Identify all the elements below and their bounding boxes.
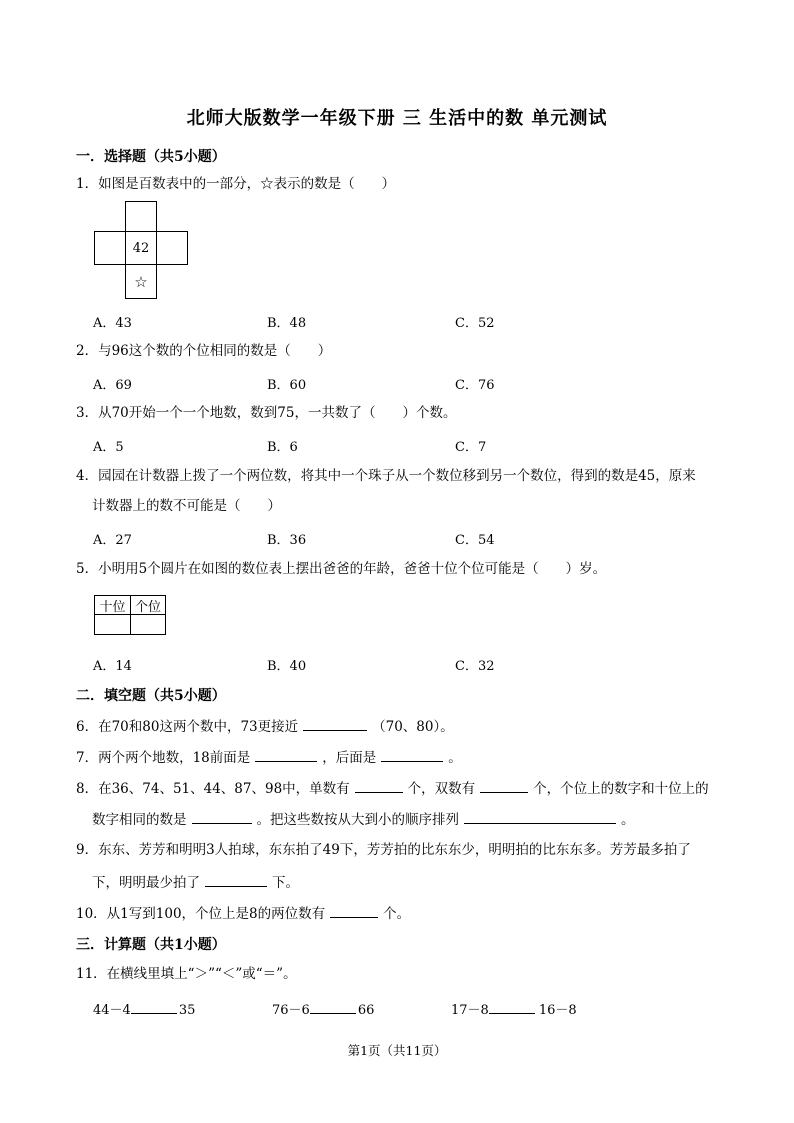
- q7-text-3: 。: [448, 750, 462, 766]
- q3-option-a: A．5: [93, 440, 124, 455]
- q8-text-3: 个，个位上的数字和十位上的: [533, 781, 709, 797]
- question-8-line1: [76, 778, 709, 798]
- question-4-text-line2: 计数器上的数不可能是（ ）: [92, 498, 281, 514]
- q2-option-b: B．60: [267, 378, 307, 393]
- q7-text-2: ，后面是: [322, 750, 377, 766]
- question-9-line2: [92, 872, 299, 892]
- question-6: [76, 716, 454, 736]
- q11-item-3: [451, 999, 577, 1018]
- q9-text-2: 下。: [272, 875, 299, 891]
- q6-text-1: 6．在70和80这两个数中，73更接近: [76, 719, 299, 735]
- q11-item-2-left: 76－6: [272, 1003, 310, 1018]
- q8-text-6: 。: [621, 812, 635, 828]
- question-4-text-line1: 4．园园在计数器上拨了一个两位数，将其中一个珠子从一个数位移到另一个数位，得到的数是45，原来: [76, 468, 696, 484]
- q8-text-2: 个，双数有: [407, 781, 476, 797]
- chart-cell-right: [156, 231, 188, 265]
- section-heading-fill: 二．填空题（共5小题）: [76, 688, 226, 704]
- q11-item-3-right: 16－8: [538, 1003, 577, 1018]
- q11-item-1-right: 35: [178, 1003, 196, 1018]
- section-heading-calc: 三．计算题（共1小题）: [76, 937, 226, 953]
- q1-option-c: C．52: [455, 316, 495, 331]
- chart-cell-left: [94, 231, 126, 265]
- q8-text-1: 8．在36、74、51、44、87、98中，单数有: [76, 781, 350, 797]
- q11-item-3-left: 17－8: [451, 1003, 489, 1018]
- q1-option-b: B．48: [267, 316, 307, 331]
- q8-answer-blank-2[interactable]: [480, 778, 528, 793]
- question-3-text: 3．从70开始一个一个地数，数到75，一共数了（ ）个数。: [76, 405, 457, 421]
- question-8-line2: [92, 809, 635, 829]
- q8-text-5: 。把这些数按从大到小的顺序排列: [256, 812, 459, 828]
- q6-text-2: （70、80）。: [372, 719, 454, 735]
- q8-answer-blank-1[interactable]: [355, 778, 403, 793]
- q4-option-b: B．36: [267, 533, 307, 548]
- q9-text-1: 下，明明最少拍了: [92, 875, 200, 891]
- q8-text-4: 数字相同的数是: [92, 812, 187, 828]
- q5-option-a: A．14: [93, 659, 132, 674]
- q3-option-b: B．6: [267, 440, 298, 455]
- place-value-header-ones: 个位: [130, 595, 166, 615]
- q2-option-c: C．76: [455, 378, 495, 393]
- q10-text-1: 10．从1写到100，个位上是8的两位数有: [76, 906, 326, 922]
- section-heading-choice: 一．选择题（共5小题）: [76, 149, 226, 165]
- q9-answer-blank[interactable]: [205, 872, 267, 887]
- q11-item-1-left: 44－4: [93, 1003, 131, 1018]
- page-title: 北师大版数学一年级下册 三 生活中的数 单元测试: [186, 108, 608, 129]
- q5-option-c: C．32: [455, 659, 495, 674]
- place-value-cell-ones: [130, 614, 166, 635]
- chart-cell-top: [125, 201, 157, 232]
- q11-answer-blank-3[interactable]: [489, 999, 535, 1014]
- q11-answer-blank-2[interactable]: [310, 999, 356, 1014]
- q11-item-2-right: 66: [357, 1003, 375, 1018]
- question-10: [76, 903, 410, 923]
- question-2-text: 2．与96这个数的个位相同的数是（ ）: [76, 343, 332, 359]
- question-9-line1: 9．东东、芳芳和明明3人拍球，东东拍了49下，芳芳拍的比东东少，明明拍的比东东多。芳芳最多拍了: [76, 842, 691, 858]
- q8-answer-blank-4[interactable]: [464, 809, 616, 824]
- q5-option-b: B．40: [267, 659, 307, 674]
- question-1-text: 1．如图是百数表中的一部分，☆表示的数是（ ）: [76, 176, 396, 192]
- q1-option-a: A．43: [93, 316, 132, 331]
- q11-answer-blank-1[interactable]: [131, 999, 177, 1014]
- q10-answer-blank[interactable]: [330, 903, 378, 918]
- question-7: [76, 747, 462, 767]
- question-5-text: 5．小明用5个圆片在如图的数位表上摆出爸爸的年龄，爸爸十位个位可能是（ ）岁。: [76, 561, 607, 577]
- q4-option-c: C．54: [455, 533, 495, 548]
- q3-option-c: C．7: [455, 440, 487, 455]
- page-footer: 第1页（共11页）: [347, 1043, 447, 1058]
- q11-item-2: [272, 999, 374, 1018]
- chart-cell-center: 42: [125, 231, 157, 265]
- place-value-header-tens: 十位: [94, 595, 131, 615]
- q7-text-1: 7．两个两个地数，18前面是: [76, 750, 251, 766]
- q7-answer-blank-2[interactable]: [381, 747, 443, 762]
- q8-answer-blank-3[interactable]: [192, 809, 252, 824]
- star-icon: ☆: [125, 264, 157, 299]
- question-11-text: 11．在横线里填上“＞”“＜”或“＝”。: [76, 966, 297, 982]
- place-value-cell-tens: [94, 614, 131, 635]
- q4-option-a: A．27: [93, 533, 132, 548]
- q7-answer-blank-1[interactable]: [255, 747, 317, 762]
- q10-text-2: 个。: [383, 906, 411, 922]
- q11-item-1: [93, 999, 195, 1018]
- q6-answer-blank[interactable]: [303, 716, 367, 731]
- q2-option-a: A．69: [93, 378, 132, 393]
